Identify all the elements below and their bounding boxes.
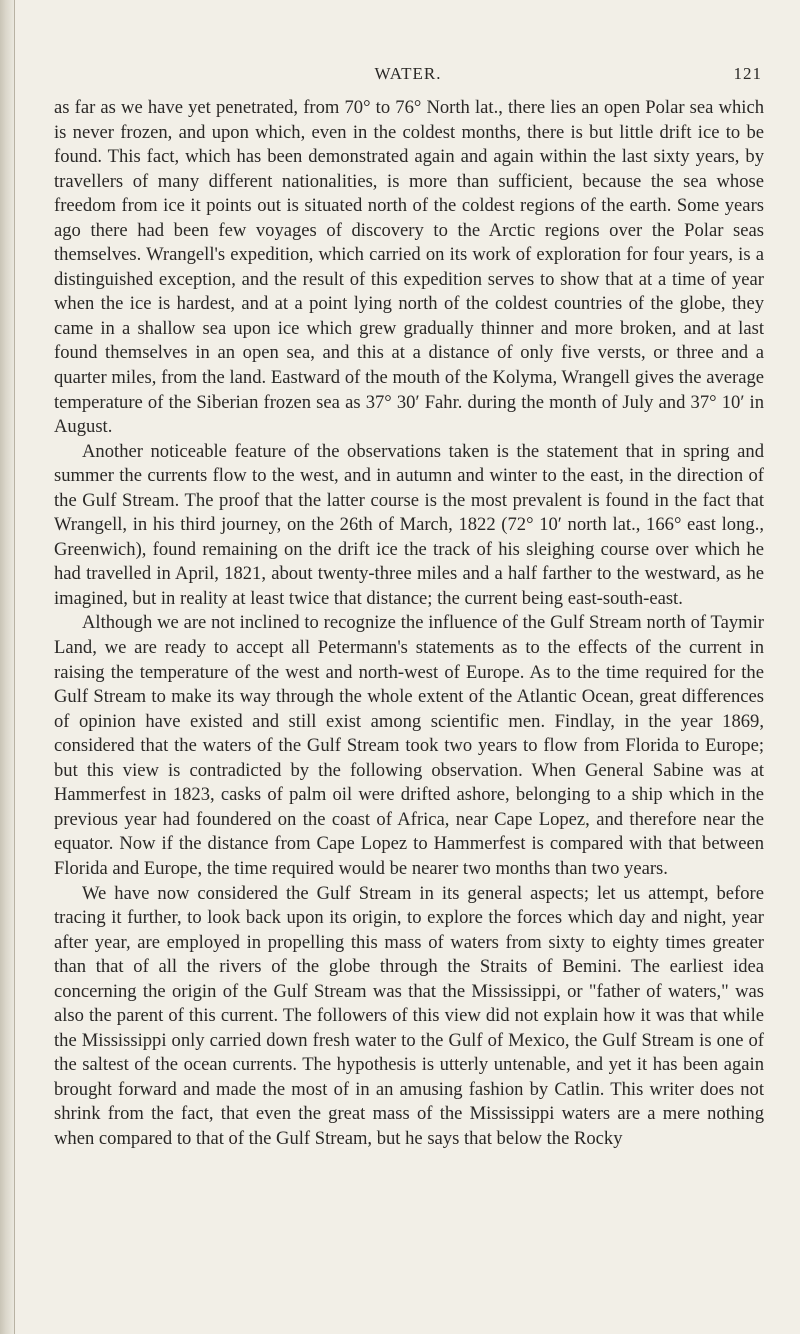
book-gutter-shadow [0,0,14,1334]
running-head: WATER. [374,64,442,83]
page-header [54,64,762,90]
paragraph-2: Another noticeable feature of the observations taken is the statement that in spring and summer the currents flow to the west, and in autumn and winter to the east, in the direction of the Gulf Stream. The proof that the latter course is the most prevalent is found in the fact that Wrangell, in his third journey, on the 26th of March, 1822 (72° 10′ north lat., 166° east long., Greenwich), found remaining on the drift ice the track of his sleighing course over which he had travelled in April, 1821, about twenty-three miles and a half farther to the westward, as he imagined, but in reality at least twice that distance; the current being east-south-east. [54,440,764,609]
paragraph-1: as far as we have yet penetrated, from 70° to 76° North lat., there lies an open Polar sea which is never frozen, and upon which, even in the coldest months, there is but little drift ice to be found. This fact, which has been demonstrated again and again within the last sixty years, by travellers of many different nationalities, is more than sufficient, because the sea whose freedom from ice it points out is situated north of the coldest regions of the earth. Some years ago there had been few voyages of discovery to the Arctic regions over the Polar seas themselves. Wrangell's expedition, which carried on its work of exploration for four years, is a distinguished exception, and the result of this expedition serves to show that at a time of year when the ice is hardest, and at a point lying north of the coldest countries of the globe, they came in a shallow sea upon ice which grew gradually thinner and more broken, and at last found themselves in an open sea, and this at a distance of only five versts, or three and a quarter miles, from the land. Eastward of the mouth of the Kolyma, Wrangell gives the average temperature of the Siberian frozen sea as 37° 30′ Fahr. during the month of July and 37° 10′ in August. [54,97,764,438]
paragraph-4: We have now considered the Gulf Stream in its general aspects; let us attempt, before tracing it further, to look back upon its origin, to explore the forces which day and night, year after year, are employed in propelling this mass of waters from sixty to eighty times greater than that of all the rivers of the globe through the Straits of Bemini. The earliest idea concerning the origin of the Gulf Stream was that the Mississippi, or "father of waters," was also the parent of this current. The followers of this view did not explain how it was that while the Mississippi only carried down fresh water to the Gulf of Mexico, the Gulf Stream is one of the saltest of the ocean currents. The hypothesis is utterly untenable, and yet it has been again brought forward and made the most of in an amusing fashion by Catlin. This writer does not shrink from the fact, that even the great mass of the Mississippi waters are a mere nothing when compared to that of the Gulf Stream, but he says that below the Rocky [54,882,764,1149]
paragraph-3: Although we are not inclined to recognize the influence of the Gulf Stream north of Taymir Land, we are ready to accept all Petermann's statements as to the effects of the current in raising the temperature of the west and north-west of Europe. As to the time required for the Gulf Stream to make its way through the whole extent of the Atlantic Ocean, great differences of opinion have existed and still exist among scientific men. Findlay, in the year 1869, considered that the waters of the Gulf Stream took two years to flow from Florida to Europe; but this view is contradicted by the following observation. When General Sabine was at Hammerfest in 1823, casks of palm oil were drifted ashore, belonging to a ship which in the previous year had foundered on the coast of Africa, near Cape Lopez, and therefore near the equator. Now if the distance from Cape Lopez to Hammerfest is compared with that between Florida and Europe, the time required would be nearer two months than two years. [54,612,764,879]
page-body [54,96,764,1152]
gutter-edge-line [14,0,15,1334]
page-number: 121 [733,64,762,83]
